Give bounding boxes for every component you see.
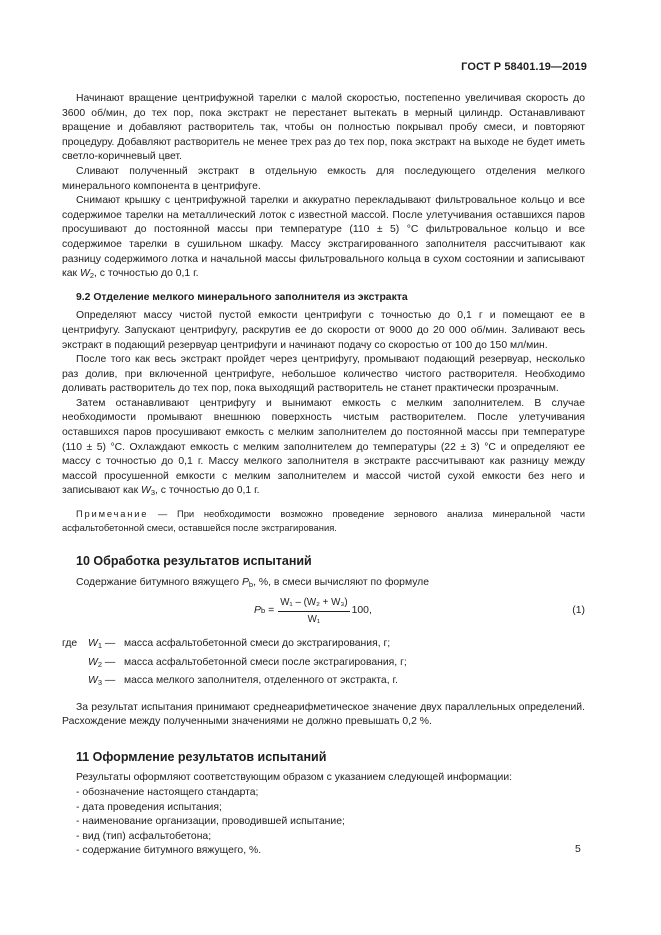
subsection-heading: 9.2 Отделение мелкого минерального заполнителя из экстракта — [76, 291, 408, 303]
fraction-numerator: W₁ – (W₂ + W₃) — [278, 596, 349, 612]
paragraph: Определяют массу чистой пустой емкости центрифуги с точностью до 0,1 г и помещают ее в центрифугу. Запускают центрифугу, раскрутив ее до скорости от 9000 до 20 000 об/мин. Заливают весь экстракт в подающий резервуар центрифуги и начинают подачу со скоростью от 100 до 150 мл/мин. — [62, 310, 585, 351]
page-content — [62, 92, 585, 859]
paragraph-tail: , с точностью до 0,1 г. — [155, 485, 260, 497]
paragraph: Результаты оформляют соответствующим образом с указанием следующей информации: — [76, 772, 513, 784]
equation-number: (1) — [572, 605, 585, 617]
paragraph: Сливают полученный экстракт в отдельную емкость для последующего отделения мелкого минерального компонента в центрифуге. — [62, 165, 585, 192]
subscript: 3 — [97, 678, 102, 688]
list-item: - вид (тип) асфальтобетона; — [76, 830, 212, 842]
paragraph: Начинают вращение центрифужной тарелки с малой скоростью, постепенно увеличивая скорость до 3600 об/мин, до тех пор, пока экстракт не перестанет вытекать в мерный цилиндр. Останавливают вращение и добавляют растворитель так, чтобы он полностью покрывал пробу смеси, и повторяют процедуру. Добавляют растворитель не менее трех раз до тех пор, пока экстракт на выходе не будет иметь светло-коричневый цвет. — [62, 93, 585, 163]
page-number: 5 — [575, 844, 581, 855]
subscript: 3 — [150, 488, 155, 498]
formula-lhs-subscript: b — [260, 606, 266, 616]
variable: W — [80, 268, 90, 280]
paragraph-text: Содержание битумного вяжущего — [76, 576, 242, 588]
variable: W — [88, 638, 98, 650]
list-item: - дата проведения испытания; — [76, 801, 222, 813]
subscript: 2 — [89, 271, 94, 281]
definition-symbol — [88, 636, 124, 654]
definition-row — [62, 636, 585, 654]
dash: — — [104, 675, 116, 687]
subscript: 1 — [97, 641, 102, 651]
formula-block — [62, 594, 585, 632]
formula-lhs-variable: P — [254, 605, 261, 617]
definition-text: масса асфальтобетонной смеси после экстрагирования, г; — [124, 656, 407, 668]
info-list — [62, 786, 585, 859]
subscript: b — [248, 579, 254, 589]
formula — [254, 596, 372, 626]
note-label: Примечание — [76, 508, 149, 520]
definition-text: масса мелкого заполнителя, отделенного от экстракта, г. — [124, 675, 398, 687]
paragraph-text: Снимают крышку с центрифужной тарелки и аккуратно перекладывают фильтровальное кольцо и все содержимое тарелки на металлический лоток с известной массой. После улетучивания оставшихся паров просушивают до постоянной массы при температуре (110 ± 5) °С фильтровальное кольцо и все содержимое тарелки в сушильном шкафу. Массу экстрагированного заполнителя рассчитывают как разницу содержимого лотка и начальной массы фильтровального кольца в сухом состоянии и записывают как — [62, 195, 585, 280]
definition-symbol — [88, 673, 124, 691]
fraction — [278, 596, 349, 626]
dash: — — [104, 638, 116, 650]
variable: W — [141, 485, 151, 497]
paragraph — [62, 397, 585, 501]
paragraph — [62, 576, 585, 593]
paragraph-tail: , с точностью до 0,1 г. — [93, 268, 199, 280]
formula-multiplier: 100, — [351, 605, 372, 617]
definition-row — [62, 655, 585, 673]
subscript: 2 — [97, 659, 102, 669]
list-item: - наименование организации, проводившей испытание; — [76, 816, 345, 828]
definition-symbol — [88, 655, 124, 673]
paragraph: После того как весь экстракт пройдет через центрифугу, промывают подающий резервуар, несколько раз долив, при включенной центрифуге, небольшое количество чистого растворителя. Необходимо доливать растворитель до тех пор, пока выходящий растворитель не станет практически прозрачным. — [62, 354, 585, 395]
variable: W — [88, 675, 98, 687]
paragraph — [62, 194, 585, 284]
definitions-list — [62, 636, 585, 691]
where-label: где — [62, 638, 78, 650]
definition-row — [62, 673, 585, 691]
paragraph-text: Затем останавливают центрифугу и вынимают емкость с мелким заполнителем. В случае необходимости промывают внешнюю поверхность чистым растворителем. После улетучивания оставшихся паров просушивают емкость с мелким заполнителем до постоянной массы при температуре (110 ± 5) °С. Охлаждают емкость с мелким заполнителем до температуры (22 ± 3) °С и определяют ее массу с точностью до 0,1 г. Массу мелкого заполнителя в экстракте рассчитывают как разницу между массой просушенной емкости с мелким заполнителем и массой чистой сухой емкости без него и записывают как — [62, 397, 585, 497]
section-heading: 11 Оформление результатов испытаний — [76, 749, 327, 764]
paragraph: За результат испытания принимают среднеарифметическое значение двух параллельных определений. Расхождение между полученными значениями не должно превышать 0,2 %. — [62, 701, 585, 728]
section-heading: 10 Обработка результатов испытаний — [76, 554, 312, 569]
list-item: - обозначение настоящего стандарта; — [76, 787, 259, 798]
note — [62, 507, 585, 534]
document-id-header: ГОСТ Р 58401.19—2019 — [461, 61, 587, 73]
fraction-denominator: W₁ — [307, 614, 321, 626]
dash: — — [104, 656, 116, 668]
note-text: — При необходимости возможно проведение зернового анализа минеральной части асфальтобетонной смеси, оставшейся после экстрагирования. — [62, 508, 585, 533]
equals-sign: = — [268, 605, 275, 617]
paragraph-tail: , %, в смеси вычисляют по формуле — [253, 576, 430, 588]
variable: P — [241, 576, 249, 588]
list-item: - содержание битумного вяжущего, %. — [76, 845, 262, 857]
variable: W — [88, 656, 98, 668]
definition-text: масса асфальтобетонной смеси до экстрагирования, г; — [124, 638, 391, 650]
